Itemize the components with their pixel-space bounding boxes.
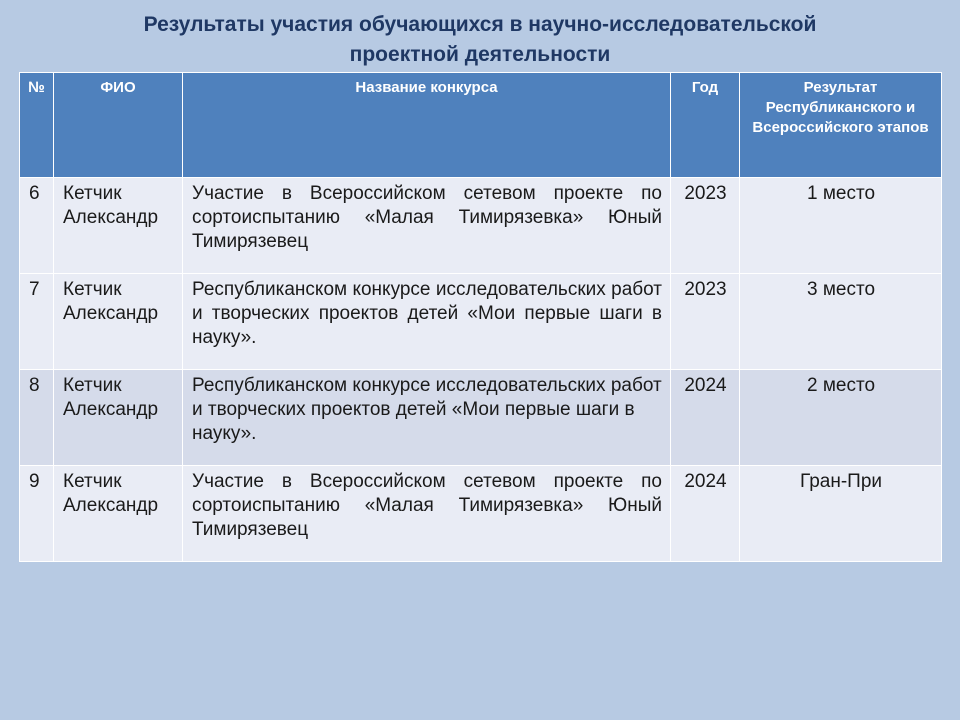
cell-result: 3 место (740, 274, 942, 370)
header-number: № (20, 73, 54, 178)
cell-number: 8 (20, 370, 54, 466)
table-row (20, 466, 942, 562)
cell-year: 2024 (671, 466, 740, 562)
header-full-name: ФИО (54, 73, 183, 178)
page-title (0, 10, 960, 70)
cell-contest-name: Республиканском конкурсе исследовательских работ и творческих проектов детей «Мои первые шаги в науку». (183, 370, 671, 466)
page-title-line-2: проектной деятельности (349, 43, 611, 66)
cell-number: 9 (20, 466, 54, 562)
cell-number: 6 (20, 178, 54, 274)
header-contest-name: Название конкурса (183, 73, 671, 178)
cell-contest-name: Участие в Всероссийском сетевом проекте по сортоиспытанию «Малая Тимирязевка» Юный Тимирязевец (183, 466, 671, 562)
cell-year: 2023 (671, 178, 740, 274)
cell-contest-name: Участие в Всероссийском сетевом проекте по сортоиспытанию «Малая Тимирязевка» Юный Тимирязевец (183, 178, 671, 274)
header-result: Результат Республиканского и Всероссийского этапов (740, 73, 942, 178)
header-year: Год (671, 73, 740, 178)
cell-full-name: Кетчик Александр (54, 370, 183, 466)
cell-full-name: Кетчик Александр (54, 274, 183, 370)
table-header-row (20, 73, 942, 178)
cell-year: 2024 (671, 370, 740, 466)
table-row (20, 178, 942, 274)
cell-result: 1 место (740, 178, 942, 274)
cell-full-name: Кетчик Александр (54, 178, 183, 274)
table-row (20, 274, 942, 370)
results-table (19, 72, 942, 562)
cell-number: 7 (20, 274, 54, 370)
table-row (20, 370, 942, 466)
page-title-line-1: Результаты участия обучающихся в научно-исследовательской (143, 13, 817, 36)
cell-contest-name: Республиканском конкурсе исследовательских работ и творческих проектов детей «Мои первые шаги в науку». (183, 274, 671, 370)
cell-result: Гран-При (740, 466, 942, 562)
cell-full-name: Кетчик Александр (54, 466, 183, 562)
cell-year: 2023 (671, 274, 740, 370)
cell-result: 2 место (740, 370, 942, 466)
